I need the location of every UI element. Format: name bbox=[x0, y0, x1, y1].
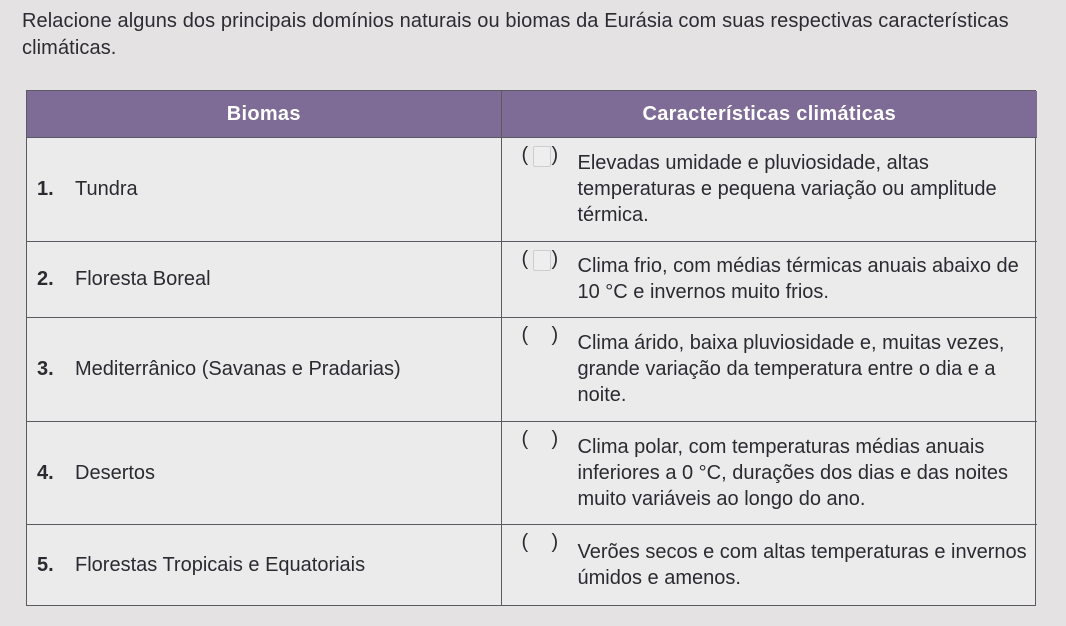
answer-slot[interactable] bbox=[522, 529, 574, 555]
paren-close: ) bbox=[551, 323, 559, 346]
bioma-name: Floresta Boreal bbox=[75, 268, 211, 291]
bioma-cell bbox=[27, 317, 501, 421]
table-row bbox=[27, 138, 1037, 242]
clima-cell bbox=[501, 317, 1037, 421]
header-biomas: Biomas bbox=[27, 91, 501, 138]
table-row bbox=[27, 525, 1037, 605]
paren-close: ) bbox=[551, 531, 559, 554]
clima-text: Clima frio, com médias térmicas anuais abaixo de 10 °C e invernos muito frios. bbox=[577, 255, 1019, 304]
answer-box[interactable] bbox=[533, 533, 551, 554]
paren-close: ) bbox=[551, 427, 559, 450]
bioma-name: Tundra bbox=[75, 178, 138, 201]
table-row bbox=[27, 421, 1037, 525]
bioma-cell bbox=[27, 138, 501, 242]
exercise-prompt: Relacione alguns dos principais domínios naturais ou biomas da Eurásia com suas respectivas características climáticas. bbox=[22, 10, 1009, 59]
paren-close: ) bbox=[551, 247, 559, 270]
table-row bbox=[27, 317, 1037, 421]
answer-box[interactable] bbox=[533, 250, 551, 271]
bioma-number: 2. bbox=[37, 268, 54, 291]
clima-cell bbox=[501, 138, 1037, 242]
paren-close: ) bbox=[551, 144, 559, 166]
answer-box[interactable] bbox=[533, 326, 551, 347]
clima-cell bbox=[501, 421, 1037, 525]
clima-text: Elevadas umidade e pluviosidade, altas temperaturas e pequena variação ou amplitude térmica. bbox=[577, 152, 997, 227]
matching-table bbox=[26, 90, 1036, 606]
bioma-name: Desertos bbox=[75, 461, 156, 484]
paren-open: ( bbox=[521, 427, 529, 450]
paren-open: ( bbox=[521, 323, 529, 346]
answer-slot[interactable] bbox=[522, 322, 574, 348]
clima-text: Verões secos e com altas temperaturas e invernos úmidos e amenos. bbox=[577, 541, 1027, 590]
bioma-cell bbox=[27, 421, 501, 525]
paren-open: ( bbox=[521, 531, 529, 554]
bioma-number: 1. bbox=[37, 178, 54, 201]
answer-slot[interactable] bbox=[522, 426, 574, 452]
bioma-cell bbox=[27, 525, 501, 605]
bioma-name: Florestas Tropicais e Equatoriais bbox=[75, 554, 366, 577]
clima-text: Clima árido, baixa pluviosidade e, muitas vezes, grande variação da temperatura entre o dia e a noite. bbox=[577, 332, 1005, 407]
answer-slot[interactable] bbox=[522, 142, 574, 168]
header-caracteristicas: Características climáticas bbox=[501, 91, 1037, 138]
bioma-cell bbox=[27, 241, 501, 317]
table-header-row bbox=[27, 91, 1037, 138]
answer-slot[interactable] bbox=[522, 246, 574, 272]
bioma-number: 4. bbox=[37, 461, 54, 484]
bioma-name: Mediterrânico (Savanas e Pradarias) bbox=[75, 358, 401, 381]
paren-open: ( bbox=[521, 247, 529, 270]
bioma-number: 5. bbox=[37, 554, 54, 577]
table-row bbox=[27, 241, 1037, 317]
bioma-number: 3. bbox=[37, 358, 54, 381]
clima-text: Clima polar, com temperaturas médias anuais inferiores a 0 °C, durações dos dias e das noites muito variáveis ao longo do ano. bbox=[577, 435, 1008, 510]
clima-cell bbox=[501, 241, 1037, 317]
paren-open: ( bbox=[521, 144, 529, 166]
clima-cell bbox=[501, 525, 1037, 605]
answer-box[interactable] bbox=[533, 430, 551, 451]
answer-box[interactable] bbox=[533, 146, 551, 167]
